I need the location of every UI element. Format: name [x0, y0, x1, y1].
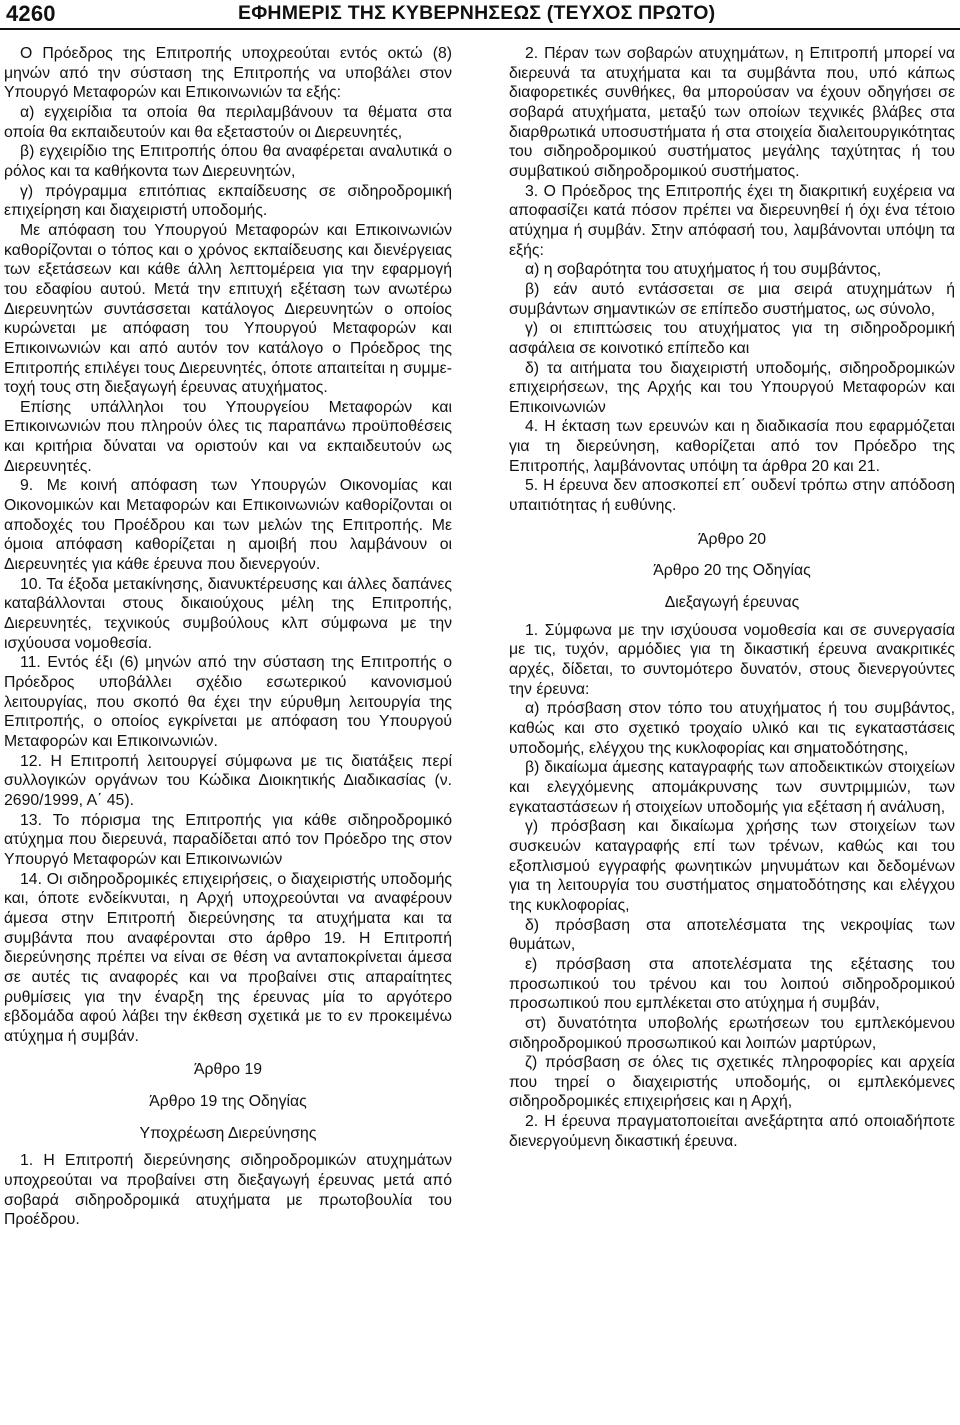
paragraph: 3. Ο Πρόεδρος της Επιτροπής έχει τη διακριτική ευχέρεια να αποφασίζει κατά πόσον πρέπει να διερευνηθεί ή όχι ένα τέτοιο ατύχημα ή συμβάν. Στην απόφασή του, λαμβάνονται υπόψη τα εξής: — [509, 182, 955, 259]
paragraph: Ο Πρόεδρος της Επιτροπής υποχρεούται εντός οκτώ (8) μηνών από την σύσταση της Επιτροπής να υποβάλει στον Υπουργό Μεταφορών και Επικοινωνιών τα εξής: — [4, 45, 452, 102]
paragraph: Επίσης υπάλληλοι του Υπουργείου Μεταφορών και Επικοινωνιών που πληρούν όλες τις παραπάνω προϋποθέσεις και κριτήρια δύναται να οριστούν και να εκπαιδευτούν ως Διερευνητές. — [4, 398, 452, 475]
paragraph: 13. Το πόρισμα της Επιτροπής για κάθε σιδηροδρομικό ατύχημα που διερευνά, παραδίδεται από τον Πρόεδρο της στον Υπουργό Μεταφορών και Επικοινωνιών — [4, 811, 452, 868]
paragraph: α) εγχειρίδια τα οποία θα περιλαμβάνουν τα θέματα στα οποία θα εκπαιδευτούν και θα εξεταστούν οι Διερευνητές, — [4, 103, 452, 141]
paragraph: 9. Με κοινή απόφαση των Υπουργών Οικονομίας και Οικονομικών και Μεταφορών και Επικοινωνιών καθορίζονται οι αποδοχές του Προέδρου και των μελών της Επιτροπής. Με όμοια απόφαση καθορίζεται η αμοιβή που λαμβάνουν οι Διερευνητές για κάθε έρευνα που διενεργούν. — [4, 477, 452, 574]
article-heading: Διεξαγωγή έρευνας — [664, 594, 800, 612]
paragraph: Με απόφαση του Υπουργού Μεταφορών και Επικοινωνιών καθορίζονται ο τόπος και ο χρόνος εκπαίδευσης και διενέργειας των εξετάσεων και κάθε άλλη λεπτομέρεια για την εφαρμογή του εδαφίου αυτού. Μετά την επιτυχή εξέταση των ανωτέρω Διερευνητών συντάσσεται κατάλογος Διερευνητών ο οποίος κυρώνεται με απόφαση του Υπουργού Μεταφορών και Επικοινωνιών και από αυτόν τον κατάλογο ο Πρόεδρος της Επιτροπής επιλέγει τους Διερευνητές, όποτε απαιτείται η συμμετοχή τους στη διεξαγωγή έρευνας ατυχήματος. — [4, 221, 452, 397]
paragraph: δ) τα αιτήματα του διαχειριστή υποδομής, σιδηροδρομικών επιχειρήσεων, της Αρχής και του Υπουργού Μεταφορών και Επικοινωνιών — [509, 359, 955, 416]
paragraph: β) εγχειρίδιο της Επιτροπής όπου θα αναφέρεται αναλυτικά ο ρόλος και τα καθήκοντα των Διερευνητών, — [4, 143, 452, 180]
paragraph: γ) οι επιπτώσεις του ατυχήματος για τη σιδηροδρομική ασφάλεια σε κοινοτικό επίπεδο και — [509, 320, 955, 357]
right-column — [509, 44, 955, 1151]
article-heading: Υποχρέωση Διερεύνησης — [139, 1124, 317, 1142]
paragraph: 2. Πέραν των σοβαρών ατυχημάτων, η Επιτροπή μπορεί να διερευνά τα ατυχήματα και τα συμβάντα που, υπό κάπως διαφορετικές συνθήκες, θα μπορούσαν να έχουν οδηγήσει σε σοβαρά ατυχήματα, μεταξύ των οποίων τεχνικές βλάβες στα διαρθρωτικά υποσυστήματα ή στα στοιχεία διαλειτουργικότητας του σιδηροδρομικού συστήματος μεγάλης ταχύτητας ή του συμβατικού σιδηροδρομικού συστήματος. — [509, 45, 955, 180]
paragraph: 4. Η έκταση των ερευνών και η διαδικασία που εφαρμόζεται για τη διερεύνηση, καθορίζεται από τον Πρόεδρο της Επιτροπής, λαμβάνοντας υπόψη τα άρθρα 20 και 21. — [509, 418, 955, 475]
page-header — [0, 0, 960, 30]
paragraph: β) εάν αυτό εντάσσεται σε μια σειρά ατυχημάτων ή συμβάντων σημαντικών σε επίπεδο συστήματος, ως σύνολο, — [509, 280, 955, 318]
paragraph: 2. Η έρευνα πραγματοποιείται ανεξάρτητα από οποιαδήποτε διενεργούμενη δικαστική έρευνα. — [509, 1113, 955, 1150]
paragraph: ζ) πρόσβαση σε όλες τις σχετικές πληροφορίες και αρχεία που τηρεί ο διαχειριστής υποδομής, οι εμπλεκόμενες σιδηροδρομικές επιχειρήσεις και η Αρχή, — [509, 1054, 955, 1111]
article-subtitle: Άρθρο 20 της Οδηγίας — [653, 562, 811, 580]
paragraph: ε) πρόσβαση στα αποτελέσματα της εξέτασης του προσωπικού του τρένου και του λοιπού σιδηροδρομικού προσωπικού που εμπλέκεται στο ατύχημα ή συμβάν, — [509, 955, 955, 1013]
paragraph: γ) πρόσβαση και δικαίωμα χρήσης των στοιχείων των συσκευών καταγραφής επί των τρένων, καθώς και του εξοπλισμού εγγραφής φωνητικών μηνυμάτων και δεδομένων για τη λειτουργία του συστήματος σηματοδότησης και ελέγχου της κυκλοφορίας, — [509, 818, 955, 914]
paragraph: γ) πρόγραμμα επιτόπιας εκπαίδευσης σε σιδηροδρομική επιχείρηση και διαχειριστή υποδομής. — [4, 182, 452, 220]
paragraph: 14. Οι σιδηροδρομικές επιχειρήσεις, ο διαχειριστής υποδομής και, όποτε ενδείκνυται, η Αρχή υποχρεούνται να αναφέρουν άμεσα στην Επιτροπή διερεύνησης τα ατυχήματα και τα συμβάντα που αναφέρονται στο άρθρο 19. Η Επιτροπή διερεύνησης πρέπει να είναι σε θέση να ανταποκρίνεται άμεσα σε αυτές τις αναφορές και να προβαίνει στις απαραίτητες ρυθμίσεις για την έναρξη της έρευνας μία το αργότερο εβδομάδα αφού λάβει την έκθεση σχετικά με το εν προκειμένω ατύχημα ή συμβάν. — [4, 870, 452, 1045]
paragraph: δ) πρόσβαση στα αποτελέσματα της νεκροψίας των θυμάτων, — [509, 916, 955, 954]
paragraph: α) η σοβαρότητα του ατυχήματος ή του συμβάντος, — [525, 261, 882, 279]
paragraph: 11. Εντός έξι (6) μηνών από την σύσταση της Επιτροπής ο Πρόεδρος υποβάλλει σχέδιο εσωτερικού κανονισμού λειτουργίας, που σκοπό θα έχει την εύρυθμη λειτουργία της Επιτροπής, ο οποίος εγκρίνεται με απόφαση του Υπουργού Μεταφορών και Επικοινωνιών. — [4, 654, 452, 750]
paragraph: 12. Η Επιτροπή λειτουργεί σύμφωνα με τις διατάξεις περί συλλογικών οργάνων του Κώδικα Διοικητικής Διαδικασίας (ν. 2690/1999, Α΄ 45). — [4, 752, 452, 809]
page-number: 4260 — [6, 1, 56, 26]
paragraph: στ) δυνατότητα υποβολής ερωτήσεων του εμπλεκόμενου σιδηροδρομικού προσωπικού και λοιπών μαρτύρων, — [509, 1014, 955, 1052]
paragraph: 5. Η έρευνα δεν αποσκοπεί επ΄ ουδενί τρόπω στην απόδοση υπαιτιότητας ή ευθύνης. — [509, 477, 955, 515]
gazette-title: ΕΦΗΜΕΡΙΣ ΤΗΣ ΚΥΒΕΡΝΗΣΕΩΣ (ΤΕΥΧΟΣ ΠΡΩΤΟ) — [238, 2, 716, 24]
paragraph: α) πρόσβαση στον τόπο του ατυχήματος ή του συμβάντος, καθώς και στο σχετικό τροχαίο υλικό και τις εγκαταστάσεις υποδομής, ελέγχου της κυκλοφορίας και σηματοδότησης, — [509, 700, 955, 757]
article-title: Άρθρο 19 — [193, 1061, 263, 1079]
article-title: Άρθρο 20 — [697, 530, 767, 548]
article-subtitle: Άρθρο 19 της Οδηγίας — [149, 1093, 307, 1111]
paragraph: β) δικαίωμα άμεσης καταγραφής των αποδεικτικών στοιχείων και ελεγχόμενης απομάκρυνσης των συντριμμιών, των εγκαταστάσεων ή στοιχείων υποδομής για εξέταση ή ανάλυση, — [509, 759, 955, 816]
paragraph: 10. Τα έξοδα μετακίνησης, διανυκτέρευσης και άλλες δαπάνες καταβάλλονται στους δικαιούχους μέλη της Επιτροπής, Διερευνητές, τεχνικούς συμβούλους κλπ σύμφωνα με την ισχύουσα νομοθεσία. — [4, 575, 452, 652]
paragraph: 1. Η Επιτροπή διερεύνησης σιδηροδρομικών ατυχημάτων υποχρεούται να προβαίνει στη διεξαγωγή έρευνας μετά από σοβαρά σιδηροδρομικά ατυχήματα με πρωτοβουλία του Προέδρου. — [4, 1152, 452, 1229]
paragraph: 1. Σύμφωνα με την ισχύουσα νομοθεσία και σε συνεργασία με τις, τυχόν, αρμόδιες για τη δικαστική έρευνα ανακριτικές αρχές, δίδεται, το συντομότερο δυνατόν, στους διενεργούντες την έρευνα: — [509, 621, 955, 698]
left-column — [4, 44, 452, 1230]
